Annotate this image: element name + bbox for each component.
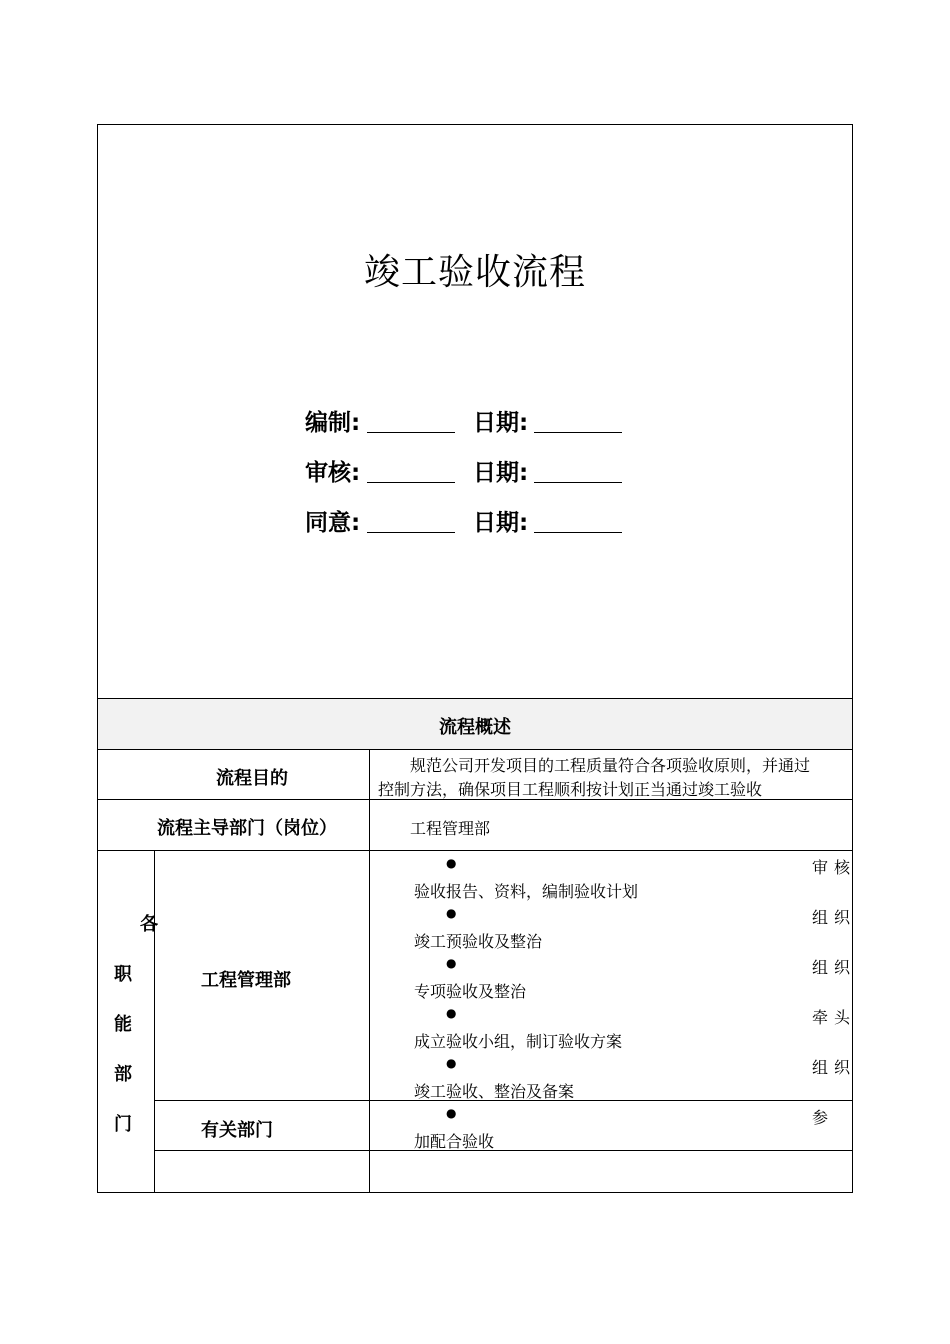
dept-group-char: 各 [140, 914, 158, 935]
signoff-label: 编制: [305, 410, 361, 436]
signoff-blank [367, 504, 455, 533]
bullet-icon: ● [446, 1106, 457, 1120]
purpose-label: 流程目的 [216, 768, 288, 789]
dept-group-char: 职 [114, 964, 132, 985]
date-blank [534, 454, 622, 483]
item-verb: 参 [812, 1108, 835, 1127]
item-text: 竣工验收、整治及备案 [414, 1082, 575, 1101]
item-verb: 组织 [812, 958, 857, 977]
item-verb: 审核 [812, 858, 857, 877]
lead-department-value: 工程管理部 [410, 819, 491, 838]
signoff-label: 同意: [305, 510, 361, 536]
signoff-blank [367, 454, 455, 483]
item-verb: 牵头 [812, 1008, 857, 1027]
bullet-icon: ● [446, 956, 457, 970]
bullet-icon: ● [446, 1006, 457, 1020]
signoff-label: 审核: [305, 460, 361, 486]
date-blank [534, 504, 622, 533]
item-text: 专项验收及整治 [414, 982, 527, 1001]
item-text: 竣工预验收及整治 [414, 932, 543, 951]
date-blank [534, 404, 622, 433]
bullet-icon: ● [446, 1056, 457, 1070]
table-column-rule [154, 850, 155, 1193]
department-name: 有关部门 [201, 1120, 273, 1141]
item-verb: 组织 [812, 1058, 857, 1077]
dept-group-char: 能 [114, 1014, 132, 1035]
dept-group-char: 部 [114, 1064, 132, 1085]
date-label: 日期: [473, 460, 529, 486]
bullet-icon: ● [446, 856, 457, 870]
item-text: 验收报告、资料，编制验收计划 [414, 882, 639, 901]
item-verb: 组织 [812, 908, 857, 927]
department-name: 工程管理部 [201, 970, 291, 991]
date-label: 日期: [473, 410, 529, 436]
date-label: 日期: [473, 510, 529, 536]
table-rule [154, 1150, 853, 1151]
purpose-text-line1: 规范公司开发项目的工程质量符合各项验收原则，并通过 [410, 756, 811, 775]
table-rule [97, 698, 853, 699]
item-text: 加配合验收 [414, 1132, 495, 1151]
purpose-text-line2: 控制方法，确保项目工程顺利按计划正当通过竣工验收 [378, 780, 763, 799]
document-title: 竣工验收流程 [363, 252, 586, 293]
table-rule [97, 749, 853, 750]
signoff-blank [367, 404, 455, 433]
overview-header: 流程概述 [439, 717, 511, 738]
item-text: 成立验收小组，制订验收方案 [414, 1032, 623, 1051]
table-rule [97, 850, 853, 851]
bullet-icon: ● [446, 906, 457, 920]
dept-group-char: 门 [114, 1114, 132, 1135]
lead-department-label: 流程主导部门（岗位） [157, 818, 337, 839]
